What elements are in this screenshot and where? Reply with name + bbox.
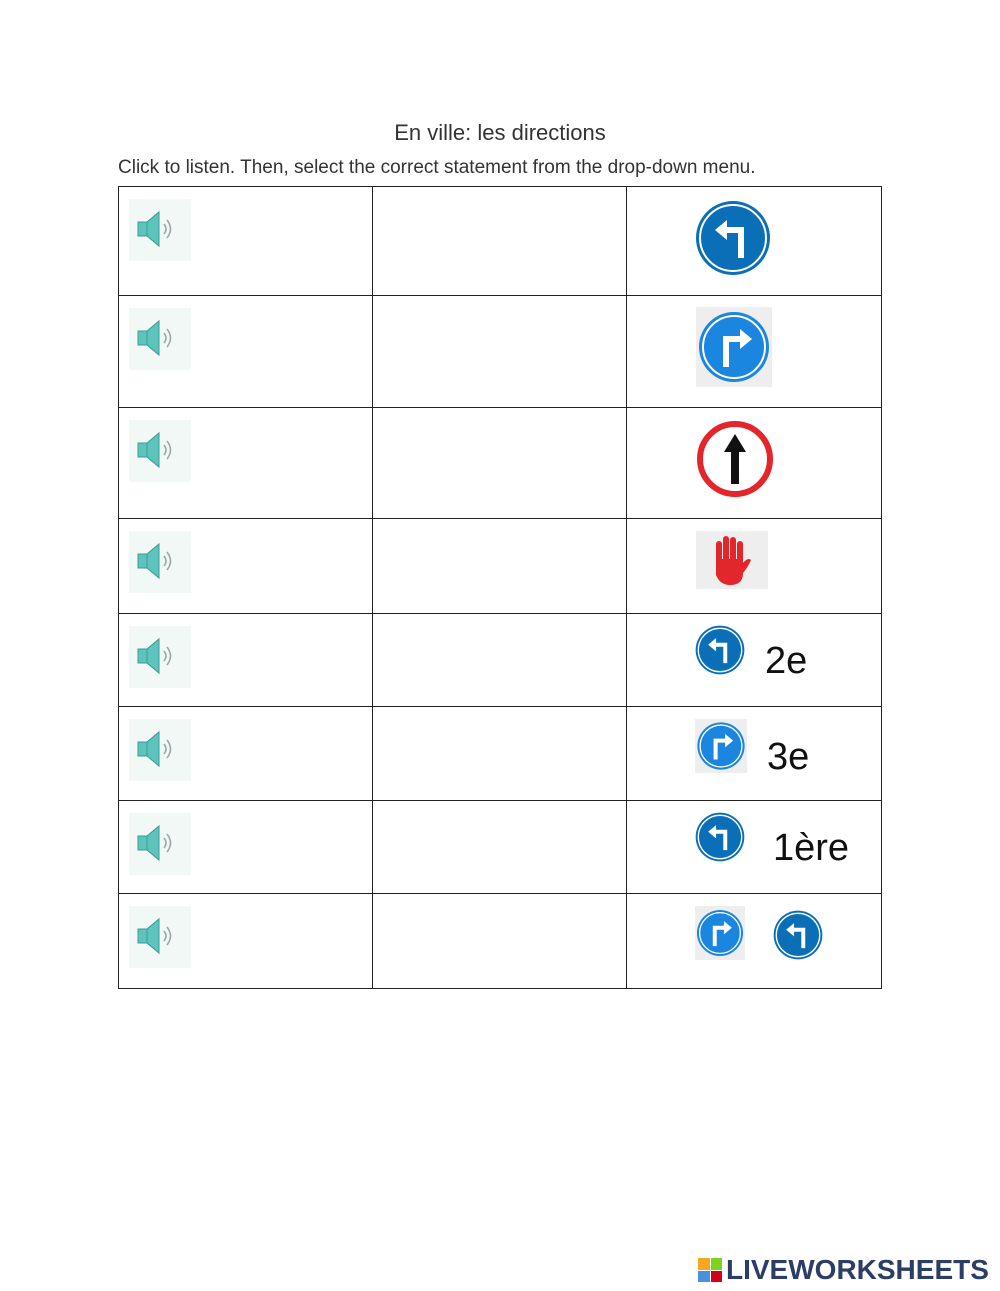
table-row xyxy=(119,296,882,408)
logo-blocks-icon xyxy=(698,1258,722,1282)
turn-right-sign-icon xyxy=(696,307,772,387)
table-row xyxy=(119,614,882,707)
speaker-icon xyxy=(129,531,191,593)
play-audio-button[interactable] xyxy=(129,308,191,370)
table-row xyxy=(119,519,882,614)
speaker-icon xyxy=(129,813,191,875)
exercise-table xyxy=(118,186,882,989)
audio-cell xyxy=(119,519,373,614)
turn-left-sign-icon xyxy=(695,625,745,675)
audio-cell xyxy=(119,408,373,519)
speaker-icon xyxy=(129,719,191,781)
audio-cell xyxy=(119,614,373,707)
speaker-icon xyxy=(129,199,191,261)
answer-dropdown[interactable] xyxy=(373,187,627,296)
audio-cell xyxy=(119,801,373,894)
sign-cell xyxy=(627,296,882,408)
turn-left-sign-icon xyxy=(773,910,823,960)
play-audio-button[interactable] xyxy=(129,626,191,688)
answer-dropdown[interactable] xyxy=(373,707,627,801)
turn-right-sign-icon xyxy=(695,906,745,960)
speaker-icon xyxy=(129,308,191,370)
worksheet-instructions: Click to listen. Then, select the correct statement from the drop-down menu. xyxy=(118,157,756,178)
audio-cell xyxy=(119,707,373,801)
play-audio-button[interactable] xyxy=(129,906,191,968)
table-row xyxy=(119,894,882,989)
audio-cell xyxy=(119,187,373,296)
ordinal-label: 2e xyxy=(765,640,808,682)
speaker-icon xyxy=(129,420,191,482)
worksheet-title: En ville: les directions xyxy=(394,120,606,145)
answer-dropdown[interactable] xyxy=(373,519,627,614)
answer-dropdown[interactable] xyxy=(373,801,627,894)
sign-cell xyxy=(627,187,882,296)
sign-cell xyxy=(627,519,882,614)
table-row xyxy=(119,707,882,801)
answer-dropdown[interactable] xyxy=(373,408,627,519)
sign-cell xyxy=(627,707,882,801)
straight-ahead-sign-icon xyxy=(696,420,774,498)
turn-right-sign-icon xyxy=(695,719,747,773)
answer-dropdown[interactable] xyxy=(373,296,627,408)
play-audio-button[interactable] xyxy=(129,199,191,261)
play-audio-button[interactable] xyxy=(129,531,191,593)
turn-left-sign-icon xyxy=(695,200,771,276)
ordinal-label: 3e xyxy=(767,736,810,778)
sign-cell xyxy=(627,614,882,707)
table-row xyxy=(119,408,882,519)
brand-name: LIVEWORKSHEETS xyxy=(726,1254,989,1285)
sign-cell xyxy=(627,801,882,894)
turn-left-sign-icon xyxy=(695,812,745,862)
table-row xyxy=(119,801,882,894)
ordinal-label: 1ère xyxy=(773,827,850,869)
sign-cell xyxy=(627,894,882,989)
audio-cell xyxy=(119,296,373,408)
speaker-icon xyxy=(129,906,191,968)
play-audio-button[interactable] xyxy=(129,813,191,875)
sign-cell xyxy=(627,408,882,519)
answer-dropdown[interactable] xyxy=(373,894,627,989)
stop-hand-icon xyxy=(696,531,768,589)
answer-dropdown[interactable] xyxy=(373,614,627,707)
audio-cell xyxy=(119,894,373,989)
table-row xyxy=(119,187,882,296)
speaker-icon xyxy=(129,626,191,688)
play-audio-button[interactable] xyxy=(129,719,191,781)
play-audio-button[interactable] xyxy=(129,420,191,482)
liveworksheets-logo xyxy=(698,1255,989,1285)
